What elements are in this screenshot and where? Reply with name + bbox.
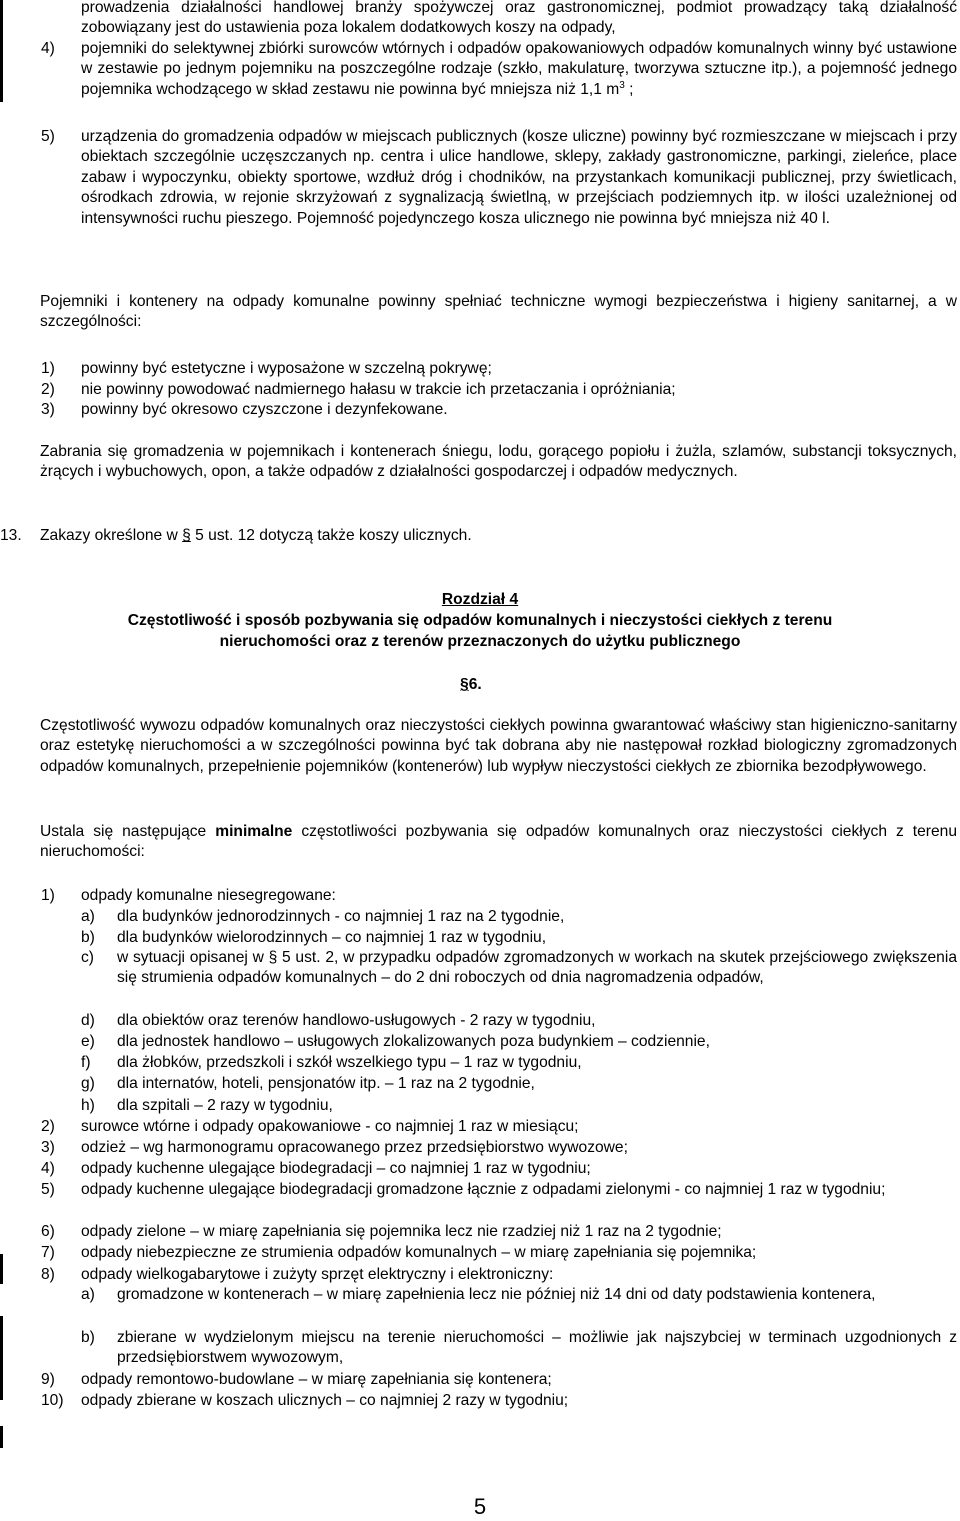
- sub-item: a) dla budynków jednorodzinnych - co najmniej 1 raz na 2 tygodnie,: [81, 908, 565, 925]
- list-item: 4) odpady kuchenne ulegające biodegradacji – co najmniej 1 raz w tygodniu;: [41, 1160, 591, 1177]
- section-11: Pojemniki i kontenery na odpady komunalne powinny spełniać techniczne wymogi bezpieczeństwa i higieny sanitarnej, a w szczególności:: [40, 293, 957, 331]
- sub-item: h) dla szpitali – 2 razy w tygodniu,: [81, 1097, 333, 1114]
- list-item: 10) odpady zbierane w koszach ulicznych – co najmniej 2 razy w tygodniu;: [41, 1392, 569, 1409]
- list-number: 4): [41, 40, 55, 57]
- bold-word: minimalne: [215, 823, 293, 840]
- point-2: Ustala się następujące minimalne częstotliwości pozbywania się odpadów komunalnych oraz nieczystości ciekłych z terenu nieruchomości:: [40, 823, 957, 861]
- list-item: 5) odpady kuchenne ulegające biodegradacji gromadzone łącznie z odpadami zielonymi - co najmniej 1 raz w tygodniu;: [41, 1181, 886, 1198]
- sub-item: g) dla internatów, hoteli, pensjonatów itp. – 1 raz na 2 tygodnie,: [81, 1075, 535, 1092]
- superscript: 3: [619, 79, 625, 91]
- list-item: 6) odpady zielone – w miarę zapełniania się pojemnika lecz nie rzadziej niż 1 raz na 2 tygodnie;: [41, 1223, 722, 1240]
- list-item: 1) powinny być estetyczne i wyposażone w szczelną pokrywę;: [41, 360, 492, 377]
- list-item: 3) odzież – wg harmonogramu opracowanego przez przedsiębiorstwo wywozowe;: [41, 1139, 628, 1156]
- list-item: 1) odpady komunalne niesegregowane:: [41, 887, 336, 904]
- sub-item: a) gromadzone w kontenerach – w miarę zapełnienia lecz nie później niż 14 dni od daty podstawienia kontenera,: [81, 1286, 876, 1303]
- sub-item: b) dla budynków wielorodzinnych – co najmniej 1 raz w tygodniu,: [81, 929, 547, 946]
- list-number: 5): [41, 128, 55, 145]
- margin-bar: [0, 1254, 3, 1284]
- list-item: 9) odpady remontowo-budowlane – w miarę zapełniania się kontenera;: [41, 1371, 552, 1388]
- paragraph-heading: §6.: [460, 676, 482, 693]
- chapter-title-line1: Częstotliwość i sposób pozbywania się odpadów komunalnych i nieczystości ciekłych z terenu: [127, 612, 833, 629]
- margin-bar: [0, 1316, 3, 1400]
- sub-item: d) dla obiektów oraz terenów handlowo-usługowych - 2 razy w tygodniu,: [81, 1012, 596, 1029]
- paragraph-sign: §: [182, 527, 191, 544]
- list-item: 2) nie powinny powodować nadmiernego hałasu w trakcie ich przetaczania i opróżniania;: [41, 381, 676, 398]
- list-item: 3) powinny być okresowo czyszczone i dezynfekowane.: [41, 401, 448, 418]
- point-1: Częstotliwość wywozu odpadów komunalnych oraz nieczystości ciekłych powinna gwarantować właściwy stan higieniczno-sanitarny oraz estetykę nieruchomości a w szczególności powinna być tak dobrana aby nie następował rozkład biologiczny zgromadzonych odpadów komunalnych, przepełnienie pojemników (kontenerów) lub wypływ nieczystości ciekłych ze zbiornika bezodpływowego.: [40, 717, 957, 775]
- list-item: [41, 127, 957, 229]
- list-text: urządzenia do gromadzenia odpadów w miejscach publicznych (kosze uliczne) powinny być rozmieszczane w miejscach i przy obiektach szczególnie uczęszczanych np. centra i ulice handlowe, sklepy, zakłady gastronomiczne, parkingi, zieleńce, place zabaw i wypoczynku, obiekty sportowe, wzdłuż dróg i chodników, na przystankach komunikacji publicznej, przy świetlicach, ośrodkach zdrowia, w rejonie skrzyżowań z sygnalizacją świetlną, w przejściach podziemnych itp. w ilości uzależnionej od intensywności ruchu pieszego. Pojemność pojedynczego kosza ulicznego nie powinna być mniejsza niż 40 l.: [81, 128, 957, 227]
- section-12: Zabrania się gromadzenia w pojemnikach i kontenerach śniegu, lodu, gorącego popiołu i żużla, szlamów, substancji toksycznych, żrących i wybuchowych, opon, a także odpadów z działalności gospodarczej i odpadów medycznych.: [40, 443, 957, 481]
- chapter-label: Rozdział 4: [441, 591, 519, 608]
- page-number: 5: [473, 1494, 487, 1519]
- list-item: [41, 39, 957, 100]
- margin-bar: [0, 0, 3, 102]
- section-13: 13. Zakazy określone w § 5 ust. 12 dotyczą także koszy ulicznych.: [0, 527, 472, 544]
- continuation-text: prowadzenia działalności handlowej branży spożywczej oraz gastronomicznej, podmiot prowadzący taką działalność zobowiązany jest do ustawienia poza lokalem dodatkowych koszy na odpady,: [81, 0, 957, 37]
- margin-bar: [0, 1426, 3, 1448]
- sub-item: e) dla jednostek handlowo – usługowych zlokalizowanych poza budynkiem – codziennie,: [81, 1033, 710, 1050]
- list-item: 8) odpady wielkogabarytowe i zużyty sprzęt elektryczny i elektroniczny:: [41, 1266, 554, 1283]
- sub-item: c) w sytuacji opisanej w § 5 ust. 2, w przypadku odpadów zgromadzonych w workach na skutek przejściowego zwiększenia się strumienia odpadów komunalnych – do 2 dni roboczych od dnia nagromadzenia odpadów,: [81, 949, 957, 987]
- sub-item: f) dla żłobków, przedszkoli i szkół wszelkiego typu – 1 raz w tygodniu,: [81, 1054, 582, 1071]
- list-text: pojemniki do selektywnej zbiórki surowców wtórnych i odpadów opakowaniowych odpadów komunalnych winny być ustawione w zestawie po jednym pojemniku na poszczególne rodzaje (szkło, makulaturę, tworzywa sztuczne itp.), a pojemność jednego pojemnika wchodzącego w skład zestawu nie powinna być mniejsza niż 1,1 $m^3$ ;: [81, 40, 957, 98]
- chapter-title-line2: nieruchomości oraz z terenów przeznaczonych do użytku publicznego: [219, 633, 741, 650]
- list-item: 7) odpady niebezpieczne ze strumienia odpadów komunalnych – w miarę zapełniania się pojemnika;: [41, 1244, 757, 1261]
- sub-item: b) zbierane w wydzielonym miejscu na terenie nieruchomości – możliwie jak najszybciej w terminach uzgodnionych z przedsiębiorstwem wywozowym,: [81, 1329, 957, 1367]
- list-item: 2) surowce wtórne i odpady opakowaniowe - co najmniej 1 raz w miesiącu;: [41, 1118, 579, 1135]
